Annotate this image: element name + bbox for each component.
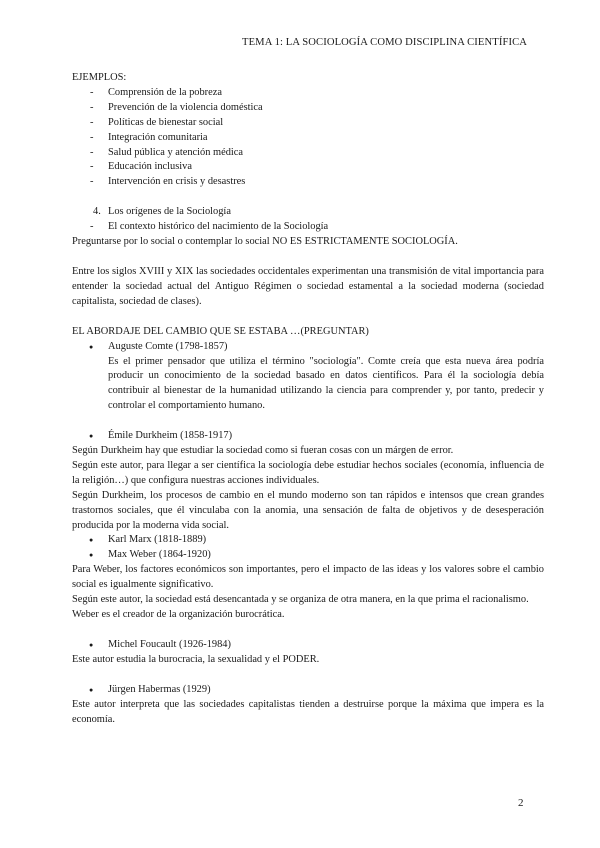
durkheim-paragraph-3: Según Durkheim, los procesos de cambio en el mundo moderno son tan rápidos e intensos que crean grandes trastornos sociales, que él vinculaba con la anomia, una sensación de falta de objetivos y de desesperación producida por la moderna vida social. — [72, 489, 544, 531]
examples-list — [72, 86, 544, 190]
list-item: - Comprensión de la pobreza — [72, 86, 544, 101]
spacer — [72, 310, 544, 325]
page-number: 2 — [518, 797, 524, 809]
durkheim-paragraph-2: Según este autor, para llegar a ser científica la sociología debe estudiar hechos sociales (economía, influencia de la religión…) que configura nuestras acciones individuales. — [72, 459, 544, 486]
spacer — [72, 190, 544, 205]
weber-paragraph-2: Según este autor, la sociedad está desencantada y se organiza de otra manera, en la que prima el racionalismo. — [72, 594, 529, 606]
section-4-title: Los orígenes de la Sociología — [108, 206, 231, 218]
durkheim-name: ● Émile Durkheim (1858-1917) — [72, 429, 544, 444]
spacer — [72, 414, 544, 429]
list-item: - Integración comunitaria — [72, 131, 544, 146]
abordaje-heading: EL ABORDAJE DEL CAMBIO QUE SE ESTABA …(PREGUNTAR) — [72, 325, 369, 337]
comte-text: Es el primer pensador que utiliza el término "sociología". Comte creía que esta nueva área podría producir un conocimiento de la sociedad basado en datos científicos. Para él la sociología debía contribuir al bienestar de la humanidad utilizando la ciencia para comprender y, por tanto, predecir y controlar el comportamiento humano. — [108, 355, 544, 412]
section-4-note: Preguntarse por lo social o contemplar lo social NO ES ESTRICTAMENTE SOCIOLOGÍA. — [72, 236, 458, 248]
examples-heading: EJEMPLOS: — [72, 72, 127, 83]
page-content — [72, 71, 544, 727]
spacer — [72, 668, 544, 683]
section-4-sublist — [72, 220, 544, 235]
habermas-paragraph-1: Este autor interpreta que las sociedades capitalistas tienden a destruirse porque la máxima que impera es la economía. — [72, 698, 544, 725]
habermas-name: ● Jürgen Habermas (1929) — [72, 683, 544, 698]
list-item: - Prevención de la violencia doméstica — [72, 101, 544, 116]
weber-name: ● Max Weber (1864-1920) — [72, 548, 544, 563]
list-item: - El contexto histórico del nacimiento de la Sociología — [72, 220, 544, 235]
weber-paragraph-1: Para Weber, los factores económicos son importantes, pero el impacto de las ideas y los valores sobre el cambio social es igualmente significativo. — [72, 564, 544, 591]
list-item: - Intervención en crisis y desastres — [72, 175, 544, 190]
list-item: - Salud pública y atención médica — [72, 146, 544, 161]
comte-name: ● Auguste Comte (1798-1857) — [72, 340, 544, 355]
weber-paragraph-3: Weber es el creador de la organización burocrática. — [72, 609, 285, 620]
marx-name: ● Karl Marx (1818-1889) — [72, 533, 544, 548]
list-item: - Educación inclusiva — [72, 160, 544, 175]
page-header-title: TEMA 1: LA SOCIOLOGÍA COMO DISCIPLINA CIENTÍFICA — [242, 37, 527, 48]
section-4-heading — [72, 205, 544, 220]
foucault-name: ● Michel Foucault (1926-1984) — [72, 638, 544, 653]
section-4-number: 4. — [93, 206, 101, 218]
section-4-paragraph: Entre los siglos XVIII y XIX las sociedades occidentales experimentan una transmisión de vital importancia para entender la sociedad actual del Antiguo Régimen o sociedad estamental a la sociedad moderna (sociedad capitalista, sociedad de clases). — [72, 265, 544, 307]
list-item: - Políticas de bienestar social — [72, 116, 544, 131]
spacer — [72, 250, 544, 265]
durkheim-paragraph-1: Según Durkheim hay que estudiar la sociedad como si fueran cosas con un márgen de error. — [72, 445, 454, 457]
foucault-paragraph-1: Este autor estudia la burocracia, la sexualidad y el PODER. — [72, 653, 320, 665]
spacer — [72, 623, 544, 638]
